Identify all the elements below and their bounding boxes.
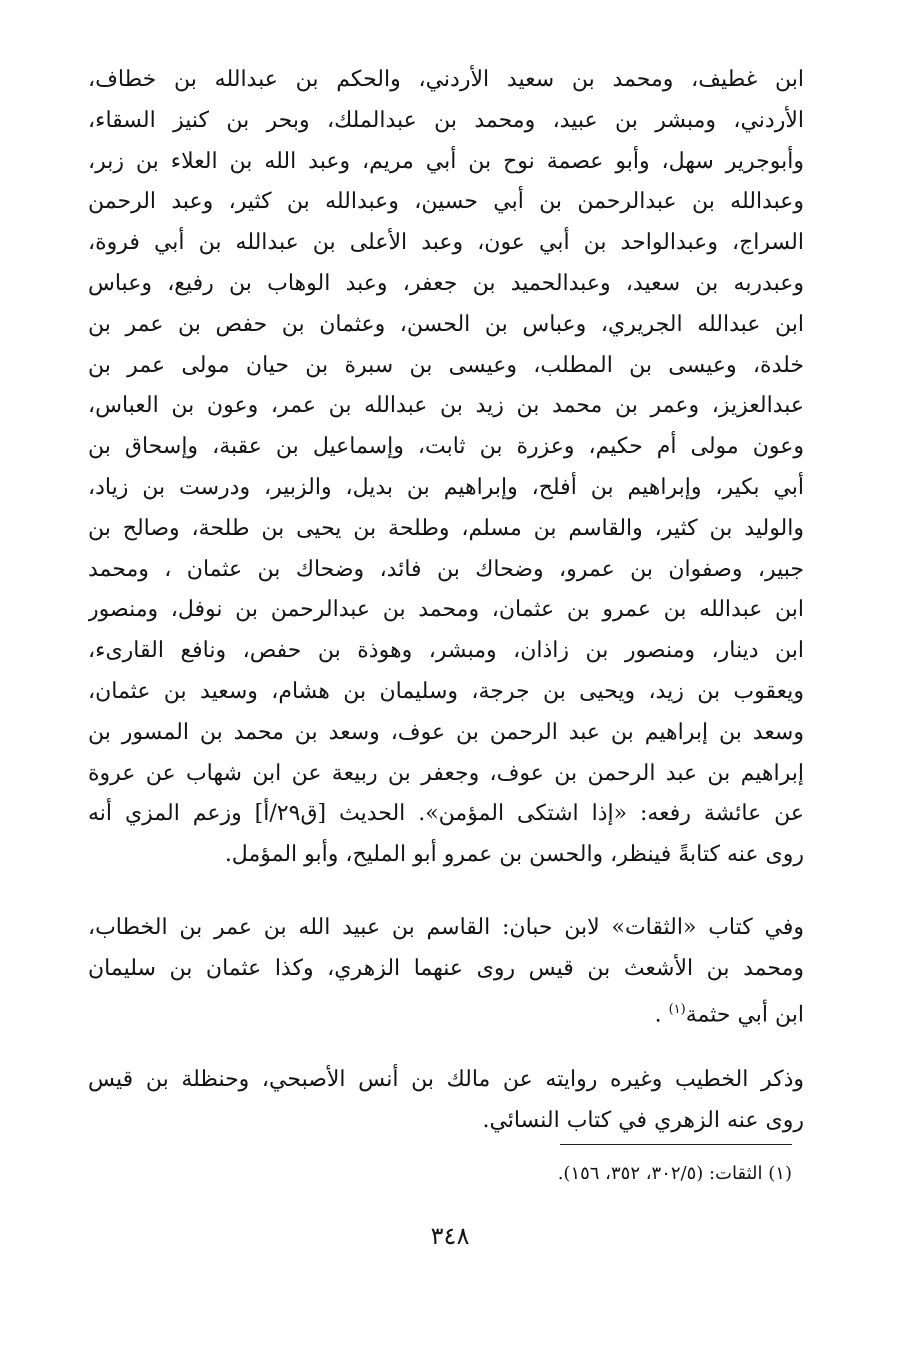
paragraph-thiqat [88,908,804,1036]
text-line: الأردني، ومبشر بن عبيد، ومحمد بن عبدالملك، وبحر بن كنيز السقاء، [88,107,804,133]
text-line: عبدالعزيز، وعمر بن محمد بن زيد بن عبدالله بن عمر، وعون بن العباس، [88,393,804,419]
text-line: ابن عبدالله الجريري، وعباس بن الحسن، وعثمان بن حفص بن عمر بن [88,311,804,337]
text-line: وفي كتاب «الثقات» لابن حبان: القاسم بن عبيد الله بن عمر بن الخطاب، [88,915,804,940]
text-line: روى عنه كتابةً فينظر، والحسن بن عمرو أبو المليح، وأبو المؤمل. [224,842,804,868]
text-line: ابن دينار، ومنصور بن زاذان، ومبشر، وهوذة بن حفص، ونافع القارىء، [88,638,804,664]
text-line: روى عنه الزهري في كتاب النسائي. [482,1107,804,1133]
text-line: إبراهيم بن عبد الرحمن بن عوف، وجعفر بن ربيعة عن ابن شهاب عن عروة [88,760,804,786]
text-line: جبير، وصفوان بن عمرو، وضحاك بن فائد، وضحاك بن عثمان ، ومحمد [88,556,804,582]
text-line: وعبدالله بن عبدالرحمن بن أبي حسين، وعبدالله بن كثير، وعبد الرحمن [88,189,804,215]
text-line: ويعقوب بن زيد، ويحيى بن جرجة، وسليمان بن هشام، وسعيد بن عثمان، [88,678,804,704]
trailing-punctuation: . [654,1001,669,1027]
text-line: ابن عبدالله بن عمرو بن عثمان، ومحمد بن عبدالرحمن بن نوفل، ومنصور [88,597,804,623]
text-line: وعبدربه بن سعيد، وعبدالحميد بن جعفر، وعبد الوهاب بن رفيع، وعباس [88,270,804,296]
text-line: وأبوجرير سهل، وأبو عصمة نوح بن أبي مريم، وعبد الله بن العلاء بن زبر، [88,148,804,174]
text-line: خلدة، وعيسى بن المطلب، وعيسى بن سبرة بن حيان مولى عمر بن [88,352,804,378]
text-line-content: ابن أبي حثمة [685,1001,804,1027]
text-line: السراج، وعبدالواحد بن أبي عون، وعبد الأعلى بن عبدالله بن أبي فروة، [88,230,804,256]
text-line: ابن غطيف، ومحمد بن سعيد الأردني، والحكم بن عبدالله بن خطاف، [88,67,804,92]
text-line: عن عائشة رفعه: «إذا اشتكى المؤمن». الحديث [ق٢٩/أ] وزعم المزي أنه [88,801,804,827]
text-line: وعون مولى أم حكيم، وعزرة بن ثابت، وإسماعيل بن عقبة، وإسحاق بن [88,434,804,460]
paragraph-khatib [88,1060,804,1142]
text-line: والوليد بن كثير، والقاسم بن مسلم، وطلحة بن يحيى بن طلحة، وصالح بن [88,515,804,541]
footnote-separator [560,1144,792,1145]
text-line: وسعد بن إبراهيم بن عبد الرحمن بن عوف، وسعد بن محمد بن المسور بن [88,719,804,745]
text-line: وذكر الخطيب وغيره روايته عن مالك بن أنس الأصبحي، وحنظلة بن قيس [88,1067,804,1092]
paragraph-narrators [88,60,804,876]
footnote-reference: (١) [668,1001,686,1017]
text-line: ومحمد بن الأشعث بن قيس روى عنهما الزهري، وكذا عثمان بن سليمان [88,955,804,981]
text-line: أبي بكير، وإبراهيم بن أفلح، وإبراهيم بن بديل، والزبير، ودرست بن زياد، [88,474,804,500]
text-line [88,990,804,1036]
footnote: (١) الثقات: (٣٠٢/٥، ٣٥٢، ١٥٦). [557,1163,792,1184]
page-number: ٣٤٨ [430,1222,470,1250]
